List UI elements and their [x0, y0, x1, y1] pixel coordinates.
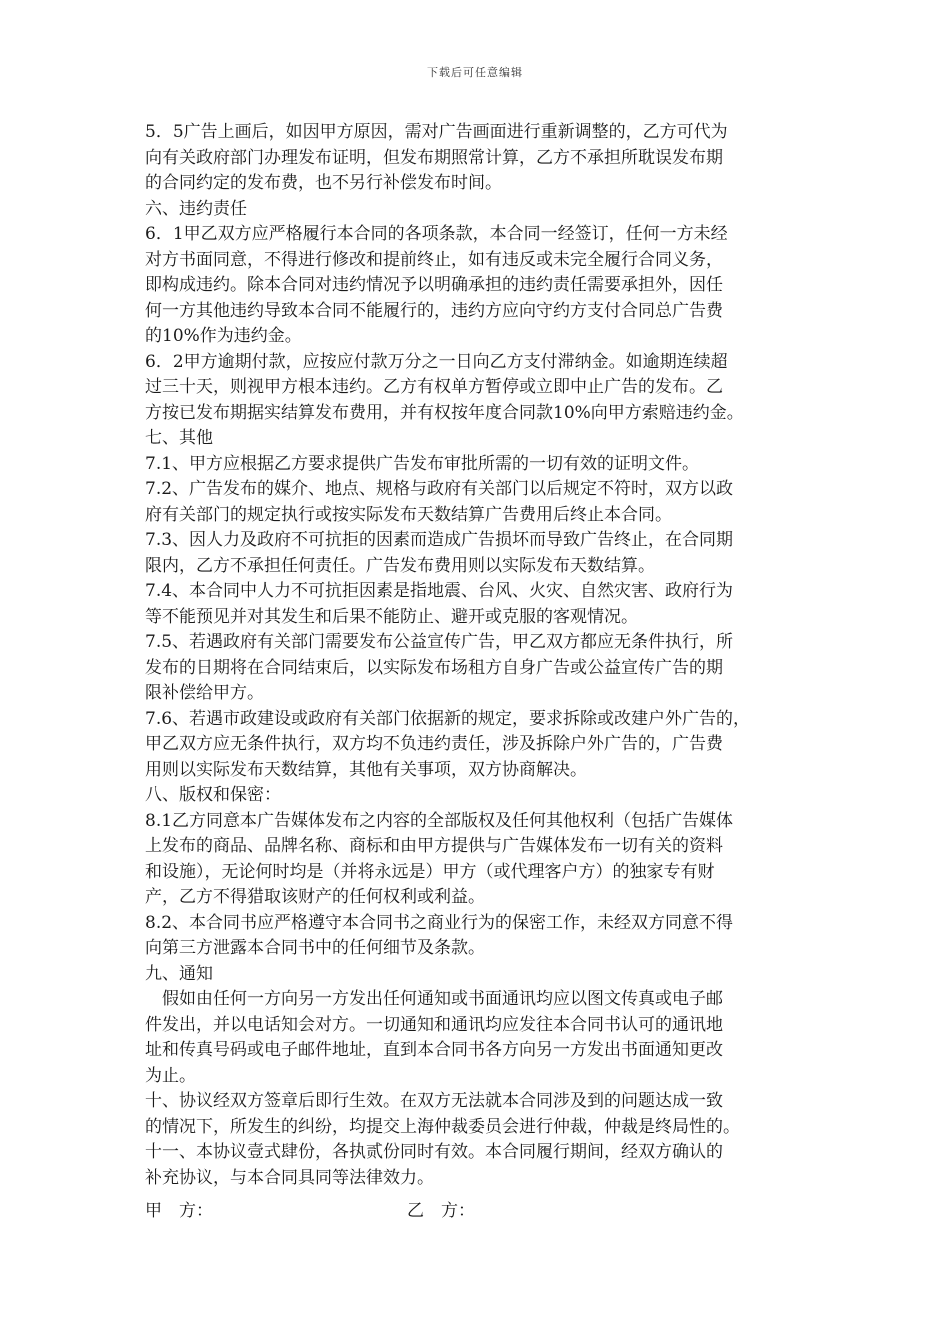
contract-line: 7.5、若遇政府有关部门需要发布公益宣传广告，甲乙双方都应无条件执行，所	[145, 632, 734, 652]
contract-line: 八、版权和保密：	[145, 785, 281, 805]
contract-line: 九、通知	[145, 963, 213, 984]
contract-line: 假如由任何一方向另一方发出任何通知或书面通讯均应以图文传真或电子邮	[145, 989, 723, 1009]
signature-block	[145, 1196, 825, 1222]
contract-line: 用则以实际发布天数结算，其他有关事项，双方协商解决。	[145, 759, 587, 780]
contract-line: 的合同约定的发布费，也不另行补偿发布时间。	[145, 173, 502, 193]
contract-line: 对方书面同意，不得进行修改和提前终止，如有违反或未完全履行合同义务，	[145, 249, 723, 270]
contract-line: 件发出，并以电话知会对方。一切通知和通讯均应发往本合同书认可的通讯地	[145, 1014, 723, 1035]
contract-line: 和设施），无论何时均是（并将永远是）甲方（或代理客户方）的独家专有财	[145, 861, 715, 882]
contract-line: 5．5广告上画后，如因甲方原因，需对广告画面进行重新调整的，乙方可代为	[145, 122, 728, 142]
contract-line: 7.3、因人力及政府不可抗拒的因素而造成广告损坏而导致广告终止，在合同期	[145, 530, 734, 550]
contract-line: 6．1甲乙双方应严格履行本合同的各项条款，本合同一经签订，任何一方未经	[145, 224, 728, 244]
contract-line: 7.1、甲方应根据乙方要求提供广告发布审批所需的一切有效的证明文件。	[145, 453, 700, 474]
contract-line: 7.6、若遇市政建设或政府有关部门依据新的规定，要求拆除或改建户外广告的，	[145, 708, 751, 729]
contract-line: 上发布的商品、品牌名称、商标和由甲方提供与广告媒体发布一切有关的资料	[145, 836, 723, 856]
contract-line: 限补偿给甲方。	[145, 683, 264, 703]
contract-line: 即构成违约。除本合同对违约情况予以明确承担的违约责任需要承担外，因任	[145, 275, 723, 295]
contract-line: 府有关部门的规定执行或按实际发布天数结算广告费用后终止本合同。	[145, 504, 672, 525]
contract-line: 7.2、广告发布的媒介、地点、规格与政府有关部门以后规定不符时，双方以政	[145, 479, 734, 499]
contract-line: 十一、本协议壹式肆份，各执贰份同时有效。本合同履行期间，经双方确认的	[145, 1142, 723, 1162]
contract-line: 为止。	[145, 1065, 196, 1086]
contract-line: 6．2甲方逾期付款，应按应付款万分之一日向乙方支付滞纳金。如逾期连续超	[145, 351, 728, 372]
page-header-note: 下载后可任意编辑	[427, 66, 523, 79]
contract-line: 何一方其他违约导致本合同不能履行的，违约方应向守约方支付合同总广告费	[145, 300, 723, 321]
contract-line: 产，乙方不得猎取该财产的任何权利或利益。	[145, 887, 485, 907]
contract-body	[145, 120, 825, 1191]
contract-line: 的情况下，所发生的纠纷，均提交上海仲裁委员会进行仲裁，仲裁是终局性的。	[145, 1116, 740, 1137]
contract-line: 向有关政府部门办理发布证明，但发布期照常计算，乙方不承担所耽误发布期	[145, 147, 723, 168]
contract-line: 等不能预见并对其发生和后果不能防止、避开或克服的客观情况。	[145, 606, 638, 627]
contract-line: 8.2、本合同书应严格遵守本合同书之商业行为的保密工作，未经双方同意不得	[145, 912, 734, 933]
contract-line: 7.4、本合同中人力不可抗拒因素是指地震、台风、火灾、自然灾害、政府行为	[145, 581, 734, 601]
contract-line: 方按已发布期据实结算发布费用，并有权按年度合同款10%向甲方索赔违约金。	[145, 402, 744, 423]
contract-line: 七、其他	[145, 428, 213, 448]
contract-line: 发布的日期将在合同结束后，以实际发布场租方自身广告或公益宣传广告的期	[145, 657, 723, 678]
party-a-label: 甲 方：	[145, 1201, 213, 1221]
contract-line: 过三十天，则视甲方根本违约。乙方有权单方暂停或立即中止广告的发布。乙	[145, 377, 723, 397]
contract-line: 六、违约责任	[145, 198, 247, 219]
contract-line: 址和传真号码或电子邮件地址，直到本合同书各方向另一方发出书面通知更改	[145, 1040, 723, 1060]
contract-line: 8.1乙方同意本广告媒体发布之内容的全部版权及任何其他权利（包括广告媒体	[145, 810, 734, 831]
contract-line: 向第三方泄露本合同书中的任何细节及条款。	[145, 938, 485, 958]
contract-line: 限内，乙方不承担任何责任。广告发布费用则以实际发布天数结算。	[145, 555, 655, 576]
contract-line: 的10%作为违约金。	[145, 326, 302, 346]
party-b-label: 乙 方：	[407, 1201, 475, 1221]
contract-line: 十、协议经双方签章后即行生效。在双方无法就本合同涉及到的问题达成一致	[145, 1091, 723, 1111]
contract-line: 补充协议，与本合同具同等法律效力。	[145, 1167, 434, 1188]
contract-line: 甲乙双方应无条件执行，双方均不负违约责任，涉及拆除户外广告的，广告费	[145, 734, 723, 754]
